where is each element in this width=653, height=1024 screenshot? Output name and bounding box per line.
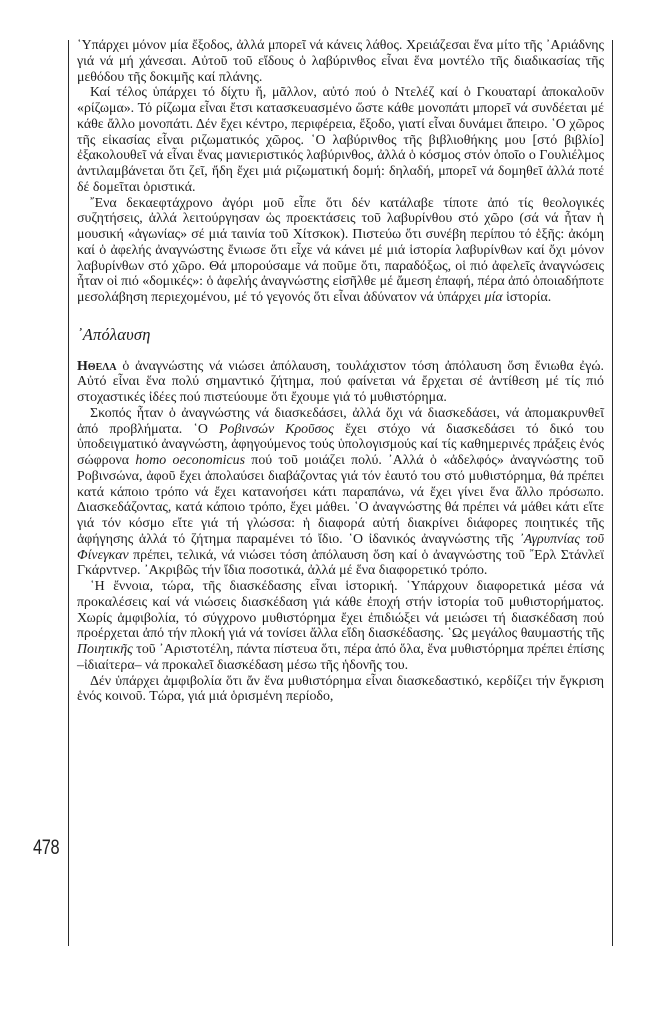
paragraph <box>77 38 604 85</box>
text-run: Καί τέλος ὑπάρχει τό δίχτυ ἤ, μᾶλλον, αὐτό πού ὁ Ντελέζ καί ὁ Γκουαταρί ἀποκαλοῦν «ρίζωμα». Τό ρίζωμα εἶναι ἔτσι κατασκευασμένο ὥστε κάθε μονοπάτι μπορεῖ νά συνδέεται μέ κάθε ἄλλο μονοπάτι. Δέν ἔχει κέντρο, περιφέρεια, ἔξοδο, γιατί εἶναι δυνάμει ἄπειρο. ῾Ο χῶρος τῆς εἰκασίας εἶναι ριζωματικός χῶρος. ῾Ο λαβύρινθος τῆς βιβλιοθήκης μου [στό βιβλίο] ἐξακολουθεῖ νά εἶναι ἕνας μανιεριστικός λαβύρινθος, ἀλλά ὁ κόσμος στόν ὁποῖο ο Γουλιέλμος ἀντιλαμβάνεται ὅτι ζεῖ, ἤδη ἔχει μιά ριζωματική δομή: δηλαδή, μπορεῖ νά δομηθεῖ ἀλλά ποτέ δέ δομεῖται ὁριστικά. <box>77 85 604 195</box>
text-run: ῎Ενα δεκαεφτάχρονο ἀγόρι μοῦ εἶπε ὅτι δέν κατάλαβε τίποτε ἀπό τίς θεολογικές συζητήσεις, ἀλλά λειτούργησαν ὡς προεκτάσεις τοῦ λαβυρίνθου στό χῶρο (σά νά ἦταν ἡ μουσική «ἀγωνίας» σέ μιά ταινία τοῦ Χίτσκοκ). Πιστεύω ὅτι συνέβη περίπου τό ἑξῆς: ἀκόμη καί ὁ ἀφελής ἀναγνώστης ἔνιωσε ὅτι εἶχε νά κάνει μέ μιά ἱστορία λαβυρίνθων καί ὄχι μόνον λαβυρίνθων στό χῶρο. Θά μπορούσαμε νά ποῦμε ὅτι, παραδόξως, οἱ πιό ἀφελεῖς ἀναγνώσεις ἦταν οἱ πιό «δομικές»: ὁ ἀφελής ἀναγνώστης εἰσῆλθε μέ ἄμεση ἐπαφή, πέρα ἀπό ὁποιαδήποτε μεσολάβηση περιεχομένου, μέ τό γεγονός ὅτι εἶναι ἀδύνατον νά ὑπάρχει <box>77 195 604 305</box>
left-margin-rule <box>68 40 69 946</box>
italic-title: μία <box>484 290 503 305</box>
body-text <box>77 38 604 705</box>
paragraph <box>77 674 604 706</box>
text-run: πρέπει, τελικά, νά νιώσει τόση ἀπόλαυση ὅση καί ὁ ἀναγνώστης τοῦ ῎Ερλ Στάνλεϊ Γκάρντνερ. ᾿Ακριβῶς τήν ἴδια ποσοτικά, ἀλλά μέ ἕνα διαφορετικό τρόπο. <box>77 547 604 579</box>
small-caps-opening: Ηθελα <box>77 358 117 374</box>
right-margin-rule <box>612 40 613 946</box>
paragraph <box>77 359 604 406</box>
paragraph <box>77 579 604 674</box>
italic-title: Ροβινσών Κροῦσος <box>219 421 334 437</box>
italic-title: ᾿Αγρυπνίας τοῦ Φίνεγκαν <box>77 531 605 563</box>
section-heading: ᾿Απόλαυση <box>77 324 151 344</box>
text-run: ῾Υπάρχει μόνον μία ἔξοδος, ἀλλά μπορεῖ νά κάνεις λάθος. Χρειάζεσαι ἕνα μίτο τῆς ᾿Αριάδνης γιά νά μή χάνεσαι. Αὐτοῦ τοῦ εἴδους ὁ λαβύρινθος εἶναι ἕνα μοντέλο τῆς διαδικασίας τῆς μεθόδου τῆς δοκιμῆς καί πλάνης. <box>77 38 604 85</box>
paragraph <box>77 85 604 195</box>
italic-title: homo oeconomicus <box>135 453 246 468</box>
text-run: ἔχει στόχο νά διασκεδάσει τό δικό του ὑποδειγματικό ἀναγνώστη, ἀφηγούμενος τούς ὑπολογισμούς καί τίς καθημερινές πράξεις ἑνός σώφρονα <box>77 421 605 468</box>
page-number: 478 <box>33 836 60 859</box>
text-run: Σκοπός ἦταν ὁ ἀναγνώστης νά διασκεδάσει, ἀλλά ὄχι νά διασκεδάσει, νά ἀπομακρυνθεῖ ἀπό προβλήματα. ῾Ο <box>77 405 604 437</box>
text-run: τοῦ ᾿Αριστοτέλη, πάντα πίστευα ὅτι, πέρα ἀπό ὅλα, ἕνα μυθιστόρημα πρέπει ἐπίσης –ἰδιαίτερα– νά προκαλεῖ διασκέδαση μέσω τῆς ἡδονῆς του. <box>77 642 604 673</box>
text-run: πού τοῦ μοιάζει πολύ. ᾿Αλλά ὁ «ἀδελφός» ἀναγνώστης τοῦ Ροβινσώνα, ἀφοῦ ἔχει ἀπολαύσει διαβάζοντας γιά τόν ἑαυτό του στό μυθιστόρημα, θά πρέπει κατά κάποιο τρόπο νά ἔχει κατανοήσει κάτι παραπάνω, νά ἔχει γίνει ἕνα ἄλλο πρόσωπο. Διασκεδάζοντας, κατά κάποιο τρόπο, ἔχει μάθει. ῾Ο ἀναγνώστης θά πρέπει νά μάθει κάτι εἴτε γιά τόν κόσμο εἴτε γιά τή γλώσσα: ἡ διαφορά αὐτή διακρίνει διάφορες ποιητικές τῆς ἀφήγησης ἀλλά τό ζήτημα παραμένει τό ἴδιο. ῾Ο ἰδανικός ἀναγνώστης τῆς <box>77 453 605 547</box>
section-spacer <box>77 306 604 314</box>
italic-title: Ποιητικῆς <box>77 642 133 657</box>
paragraph <box>77 406 604 579</box>
text-run: Δέν ὑπάρχει ἀμφιβολία ὅτι ἄν ἕνα μυθιστόρημα εἶναι διασκεδαστικό, κερδίζει τήν ἔγκριση ἑνός κοινοῦ. Τώρα, γιά μιά ὁρισμένη περίοδο, <box>77 673 604 705</box>
paragraph <box>77 196 604 306</box>
text-run: ὁ ἀναγνώστης νά νιώσει ἀπόλαυση, τουλάχιστον τόση ἀπόλαυση ὅση ἔνιωθα ἐγώ. Αὐτό εἶναι ἕνα πολύ σημαντικό ζήτημα, πού φαίνεται νά ἔρχεται σέ ἀντίθεση μέ τίς πιό στοχαστικές ἰδέες πού πιστεύουμε ὅτι ἔχουμε γιά τό μυθιστόρημα. <box>77 358 604 405</box>
text-run: ἱστορία. <box>502 290 552 305</box>
text-run: ῾Η ἔννοια, τώρα, τῆς διασκέδασης εἶναι ἱστορική. ῾Υπάρχουν διαφορετικά μέσα νά προκαλέσεις καί νά νιώσεις διασκέδαση γιά κάθε ἐποχή στήν ἱστορία τοῦ μυθιστορήματος. Χωρίς ἀμφιβολία, τό σύγχρονο μυθιστόρημα ἔχει ἐπιδιώξει νά μειώσει τή διασκέδαση πού προέρχεται ἀπό τήν πλοκή γιά νά τονίσει ἄλλα εἴδη διασκέδασης. ῾Ως μεγάλος θαυμαστής τῆς <box>77 579 604 642</box>
